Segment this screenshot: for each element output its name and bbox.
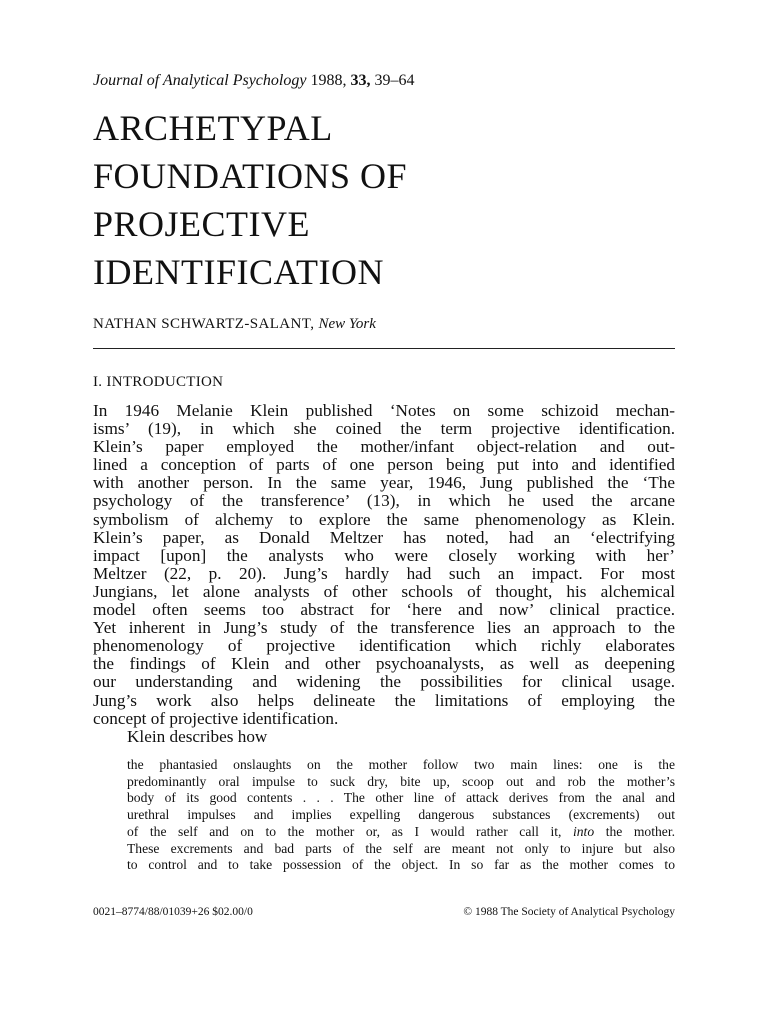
body-line: impact [upon] the analysts who were closely working with her’ [93, 545, 675, 565]
body-indent-line: Klein describes how [127, 726, 268, 746]
body-line: Meltzer (22, p. 20). Jung’s hardly had such an impact. For most [93, 563, 675, 583]
author-line [93, 316, 376, 333]
body-line: Jungians, let alone analysts of other schools of thought, his alchemical [93, 581, 675, 601]
author-place: New York [318, 316, 376, 332]
journal-volume: 33, [350, 72, 371, 89]
quote-text: the mother. [605, 823, 676, 839]
section-heading: I. INTRODUCTION [93, 374, 224, 390]
body-line: isms’ (19), in which she coined the term projective identification. [93, 419, 675, 439]
body-line: phenomenology of projective identification which richly elaborates [93, 636, 675, 656]
quote-line: These excrements and bad parts of the self are meant not only to injure but also [127, 840, 675, 856]
body-line: the findings of Klein and other psychoanalysts, as well as deepening [93, 654, 675, 674]
body-line: Jung’s work also helps delineate the limitations of employing the [93, 690, 675, 710]
quote-line: the phantasied onslaughts on the mother follow two main lines: one is the [127, 757, 675, 772]
body-line: with another person. In the same year, 1946, Jung published the ‘The [93, 473, 675, 493]
quote-line: to control and to take possession of the object. In so far as the mother comes to [127, 857, 675, 873]
author-name: NATHAN SCHWARTZ-SALANT, [93, 316, 315, 332]
quote-text: of the self and on to the mother or, as I would rather call it, [127, 823, 562, 839]
body-line: symbolism of alchemy to explore the same phenomenology as Klein. [93, 509, 675, 529]
title-line: FOUNDATIONS OF [93, 156, 408, 196]
title-line: PROJECTIVE [93, 204, 311, 244]
journal-year: 1988, [310, 72, 347, 89]
body-line: psychology of the transference’ (13), in which he used the arcane [93, 491, 675, 511]
journal-name: Journal of Analytical Psychology [93, 72, 307, 89]
body-line: Klein’s paper, as Donald Meltzer has noted, had an ‘electrifying [93, 527, 675, 547]
title-divider [93, 348, 675, 349]
block-quote [127, 757, 675, 874]
footer-code: 0021–8774/88/01039+26 $02.00/0 [93, 906, 253, 918]
journal-citation [93, 72, 414, 90]
journal-pages: 39–64 [374, 72, 415, 89]
body-line: lined a conception of parts of one person being put into and identified [93, 455, 675, 475]
body-line: our understanding and widening the possibilities for clinical usage. [93, 672, 675, 692]
quote-line: body of its good contents . . . The other line of attack derives from the anal and [127, 790, 675, 806]
quote-line: predominantly oral impulse to suck dry, bite up, scoop out and rob the mother’s [127, 773, 675, 789]
title-line: ARCHETYPAL [93, 108, 333, 148]
quote-emphasis: into [572, 823, 595, 839]
body-line: model often seems too abstract for ‘here and now’ clinical practice. [93, 600, 675, 620]
body-line: In 1946 Melanie Klein published ‘Notes on some schizoid mechan- [93, 401, 675, 420]
body-line: concept of projective identification. [93, 708, 339, 728]
body-line: Yet inherent in Jung’s study of the transference lies an approach to the [93, 618, 675, 638]
quote-line [127, 824, 675, 841]
body-line: Klein’s paper employed the mother/infant object-relation and out- [93, 437, 675, 457]
body-paragraph [93, 402, 675, 746]
footer-copyright: © 1988 The Society of Analytical Psychology [463, 906, 675, 918]
quote-line: urethral impulses and implies expelling dangerous substances (excrements) out [127, 807, 675, 823]
title-line: IDENTIFICATION [93, 252, 384, 292]
article-title [93, 104, 675, 296]
